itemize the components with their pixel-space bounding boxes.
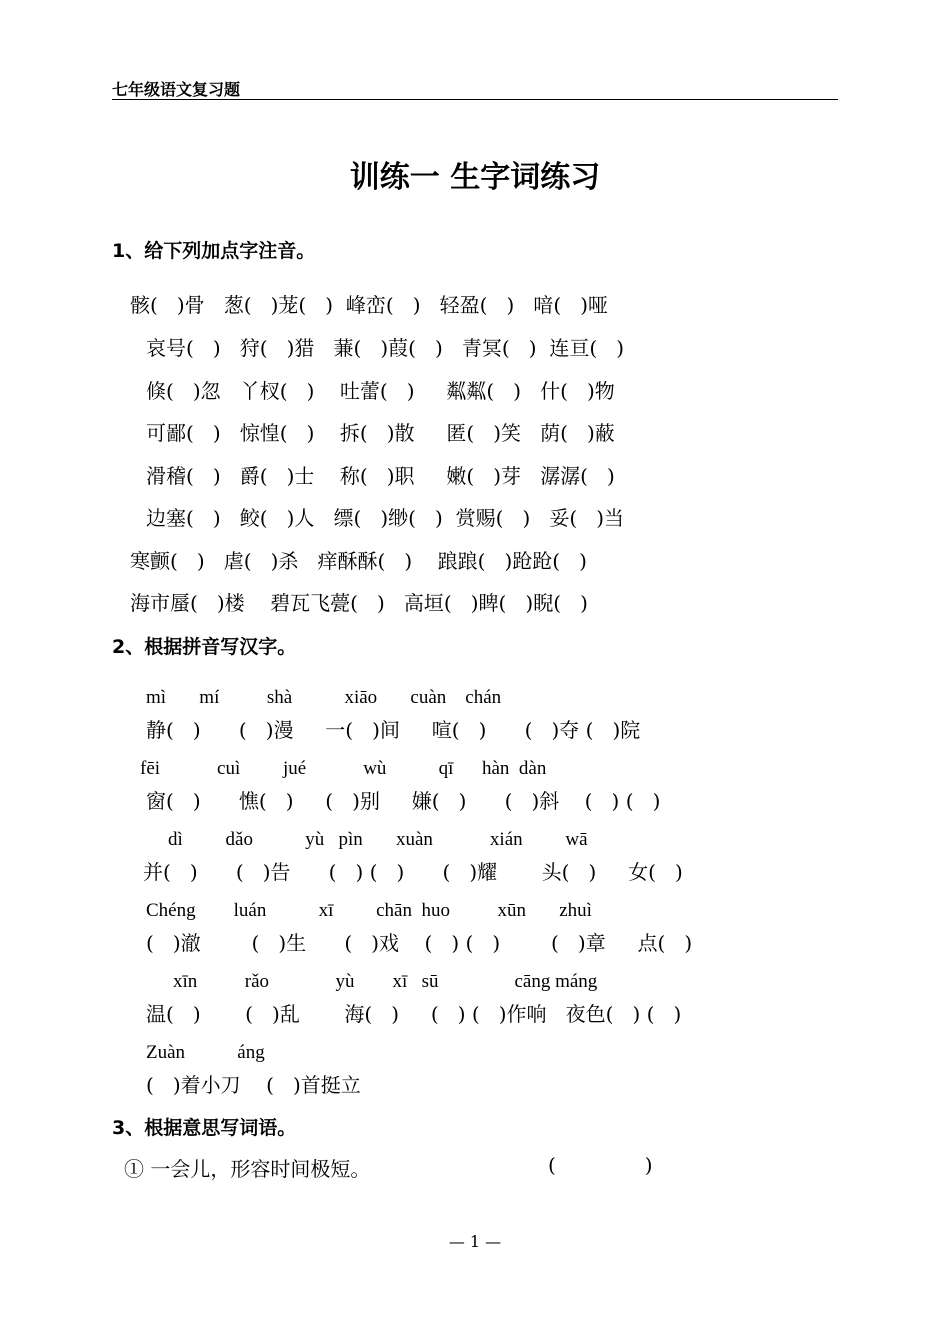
pinyin-row-3: dì dǎo yù pìn xuàn xián wā bbox=[168, 829, 588, 850]
section-1-heading: 1、给下列加点字注音。 bbox=[112, 240, 316, 262]
q1-row-6: 边塞( ) 鲛( )人 缥( )缈( ) 赏赐( ) 妥( )当 bbox=[146, 506, 624, 530]
q1-row-7: 寒颤( ) 虐( )杀 痒酥酥( ) 踉踉( )跄跄( ) bbox=[130, 549, 587, 573]
page-header: 七年级语文复习题 bbox=[112, 77, 838, 100]
hanzi-row-1: 静( ) ( )漫 一( )间 喧( ) ( )夺 ( )院 bbox=[146, 718, 641, 742]
hanzi-row-3: 并( ) ( )告 ( ) ( ) ( )耀 头( ) 女( ) bbox=[143, 860, 683, 884]
page-title: 训练一 生字词练习 bbox=[349, 160, 601, 195]
hanzi-row-4: ( )澈 ( )生 ( )戏 ( ) ( ) ( )章 点( ) bbox=[146, 931, 693, 955]
q1-row-1: 骸( )骨 葱( )茏( ) 峰峦( ) 轻盈( ) 喑( )哑 bbox=[130, 293, 608, 317]
pinyin-row-1: mì mí shà xiāo cuàn chán bbox=[146, 687, 502, 708]
hanzi-row-5: 温( ) ( )乱 海( ) ( ) ( )作响 夜色( ) ( ) bbox=[146, 1002, 682, 1026]
hanzi-row-6: ( )着小刀 ( )首挺立 bbox=[146, 1073, 361, 1097]
q1-row-5: 滑稽( ) 爵( )士 称( )职 嫩( )芽 潺潺( ) bbox=[146, 464, 615, 488]
q3-item-1: ① 一会儿，形容时间极短。 bbox=[124, 1157, 371, 1181]
q1-row-4: 可鄙( ) 惊惶( ) 拆( )散 匿( )笑 荫( )蔽 bbox=[146, 421, 615, 445]
q1-row-2: 哀号( ) 狩( )猎 蒹( )葭( ) 青冥( ) 连亘( ) bbox=[146, 336, 624, 360]
section-2-heading: 2、根据拼音写汉字。 bbox=[112, 636, 297, 658]
pinyin-row-5: xīn rǎo yù xī sū cāng máng bbox=[173, 971, 598, 992]
pinyin-row-4: Chéng luán xī chān huo xūn zhuì bbox=[146, 900, 592, 921]
q1-row-8: 海市蜃( )楼 碧瓦飞甍( ) 高垣( )睥( )睨( ) bbox=[130, 591, 588, 615]
hanzi-row-2: 窗( ) 憔( ) ( )别 嫌( ) ( )斜 ( ) ( ) bbox=[146, 789, 661, 813]
q3-item-1-answer-blank: ( ) bbox=[548, 1153, 653, 1177]
section-3-heading: 3、根据意思写词语。 bbox=[112, 1117, 297, 1139]
pinyin-row-2: fēi cuì jué wù qī hàn dàn bbox=[140, 758, 547, 779]
pinyin-row-6: Zuàn áng bbox=[146, 1042, 265, 1063]
page-number: — 1 — bbox=[448, 1232, 502, 1251]
q1-row-3: 倏( )忽 丫杈( ) 吐蕾( ) 粼粼( ) 什( )物 bbox=[146, 379, 615, 403]
